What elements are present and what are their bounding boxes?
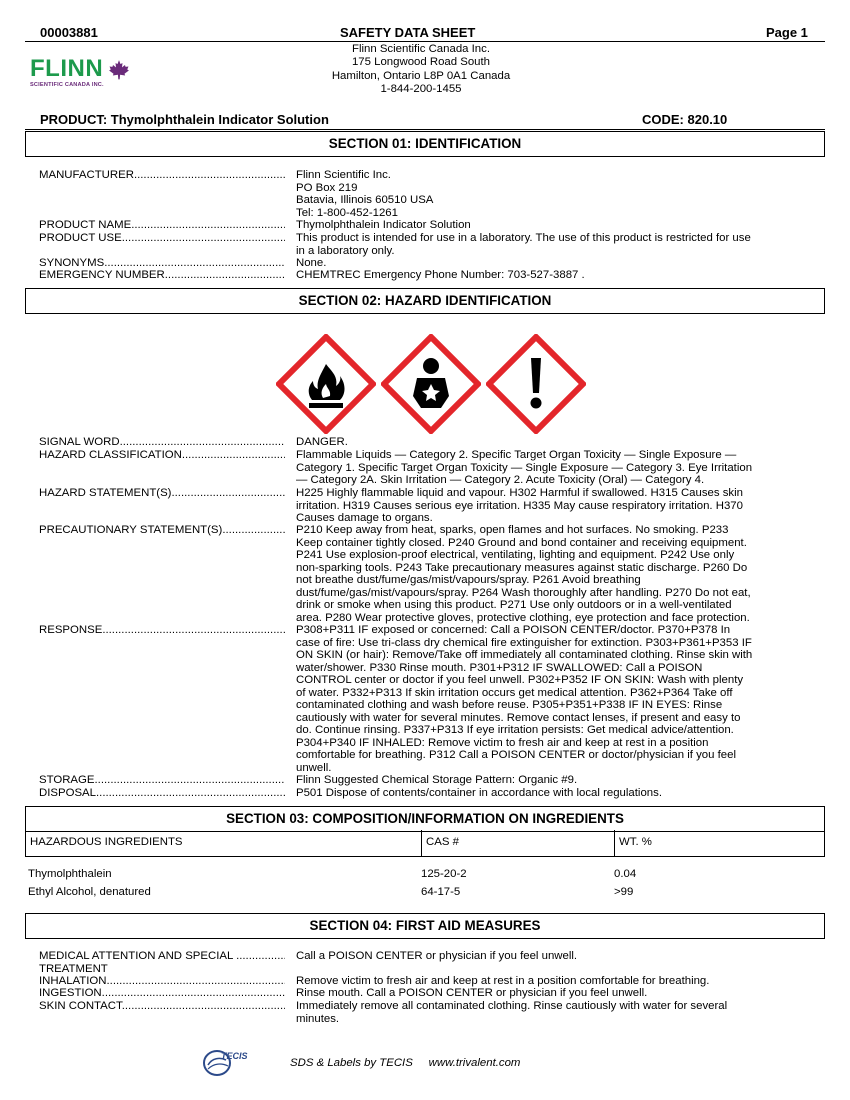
field-value bbox=[296, 950, 799, 963]
label-text: MEDICAL ATTENTION AND SPECIAL bbox=[39, 950, 233, 962]
value-line: None. bbox=[296, 257, 327, 269]
section-01-header: SECTION 01: IDENTIFICATION bbox=[25, 131, 825, 157]
value-line: in a laboratory only. bbox=[296, 244, 395, 257]
field-value bbox=[296, 975, 799, 988]
field-label: MANUFACTURER ..... bbox=[39, 169, 285, 182]
company-address bbox=[300, 43, 542, 97]
tecis-logo bbox=[200, 1048, 262, 1078]
value-line: DANGER. bbox=[296, 436, 348, 448]
table-row bbox=[28, 886, 808, 900]
value-line: contaminated clothing and wash before reuse. P305+P351+P338 IF IN EYES: Rinse bbox=[296, 699, 723, 711]
value-line: P304+P340 IF INHALED: Remove victim to fresh air and keep at rest in a position bbox=[296, 736, 709, 749]
field-response bbox=[39, 624, 799, 774]
table-row bbox=[28, 868, 808, 882]
product-line bbox=[40, 112, 820, 128]
field-skin-contact bbox=[39, 1000, 799, 1025]
field-value bbox=[296, 987, 799, 1000]
field-synonyms bbox=[39, 257, 799, 270]
field-storage bbox=[39, 774, 799, 787]
value-line: comfortable for breathing. P312 Call a POISON CENTER or doctor/physician if you feel bbox=[296, 749, 737, 761]
company-logo bbox=[30, 56, 140, 96]
field-label: HAZARD CLASSIFICATION ..... bbox=[39, 449, 285, 462]
value-line: Tel: 1-800-452-1261 bbox=[296, 206, 398, 219]
value-line: do. Continue rinsing. P337+P313 If eye irritation persists: Get medical advice/attention. bbox=[296, 724, 734, 736]
field-product-use bbox=[39, 232, 799, 257]
field-value bbox=[296, 257, 799, 270]
field-value bbox=[296, 787, 799, 800]
document-title: SAFETY DATA SHEET bbox=[340, 25, 476, 40]
maple-leaf-icon bbox=[108, 59, 130, 81]
field-label: HAZARD STATEMENT(S) ..... bbox=[39, 487, 285, 500]
section-03-header: SECTION 03: COMPOSITION/INFORMATION ON INGREDIENTS bbox=[25, 806, 825, 832]
address-line: 1-844-200-1455 bbox=[380, 83, 462, 96]
value-line: case of fire: Use tri-class dry chemical fire extinguisher for extinction. P303+P361+P353 IF bbox=[296, 636, 752, 649]
field-value bbox=[296, 487, 799, 525]
product-rule bbox=[25, 129, 825, 130]
value-line: water/shower. P330 Rinse mouth. P301+P312 IF SWALLOWED: Call a POISON bbox=[296, 661, 703, 674]
footer bbox=[200, 1048, 560, 1078]
value-line: minutes. bbox=[296, 1012, 340, 1025]
value-line: P210 Keep away from heat, sparks, open flames and hot surfaces. No smoking. P233 bbox=[296, 524, 729, 536]
logo-wordmark: FLINN bbox=[30, 55, 104, 82]
field-label: PRECAUTIONARY STATEMENT(S) ..... bbox=[39, 524, 285, 537]
product-name: PRODUCT: Thymolphthalein Indicator Solution bbox=[40, 112, 329, 127]
ingredients-table-header bbox=[25, 830, 825, 857]
value-line: ON SKIN (or hair): Remove/Take off immediately all contaminated clothing. Rinse skin with bbox=[296, 649, 753, 661]
field-value bbox=[296, 1000, 799, 1025]
field-label: PRODUCT USE ..... bbox=[39, 232, 285, 245]
ingredient-cas: 64-17-5 bbox=[421, 886, 461, 898]
field-label: RESPONSE ..... bbox=[39, 624, 285, 637]
ingredient-weight: >99 bbox=[614, 886, 634, 898]
field-disposal bbox=[39, 787, 799, 800]
value-line: PO Box 219 bbox=[296, 181, 358, 194]
field-product-name bbox=[39, 219, 799, 232]
field-ingestion bbox=[39, 987, 799, 1000]
footer-credit: SDS & Labels by TECIS www.trivalent.com bbox=[290, 1057, 521, 1069]
field-value bbox=[296, 774, 799, 787]
field-label: SYNONYMS ..... bbox=[39, 257, 285, 270]
value-line: H225 Highly flammable liquid and vapour. H302 Harmful if swallowed. H315 Causes skin bbox=[296, 487, 743, 499]
field-label: INGESTION ..... bbox=[39, 987, 285, 1000]
section-02-header: SECTION 02: HAZARD IDENTIFICATION bbox=[25, 288, 825, 314]
field-signal-word bbox=[39, 436, 799, 449]
field-hazard-statements bbox=[39, 487, 799, 525]
health-hazard-icon bbox=[381, 334, 481, 434]
section-04-header: SECTION 04: FIRST AID MEASURES bbox=[25, 913, 825, 939]
column-header-weight: WT. % bbox=[619, 836, 652, 848]
address-line: Flinn Scientific Canada Inc. bbox=[351, 43, 491, 55]
ingredient-name: Thymolphthalein bbox=[28, 868, 112, 880]
value-line: Category 1. Specific Target Organ Toxicity — Single Exposure — Category 3. Eye Irritation bbox=[296, 461, 753, 474]
value-line: non-sparking tools. P243 Take precautionary measures against static discharge. P260 Do bbox=[296, 561, 748, 574]
product-code: CODE: 820.10 bbox=[642, 112, 728, 127]
value-line: unwell. bbox=[296, 761, 332, 774]
ingredient-weight: 0.04 bbox=[614, 868, 637, 880]
value-line: CONTROL center or doctor if you feel unwell. P302+P352 IF ON SKIN: Wash with plenty bbox=[296, 674, 744, 686]
field-value bbox=[296, 169, 799, 219]
value-line: Batavia, Illinois 60510 USA bbox=[296, 194, 434, 206]
field-value bbox=[296, 232, 799, 257]
value-line: cautiously with water for several minutes. Remove contact lenses, if present and easy to bbox=[296, 711, 741, 724]
field-value bbox=[296, 524, 799, 624]
column-header-cas: CAS # bbox=[422, 830, 615, 856]
field-label: SKIN CONTACT ..... bbox=[39, 1000, 285, 1013]
field-value bbox=[296, 436, 799, 449]
ingredient-cas: 125-20-2 bbox=[421, 868, 467, 880]
value-line: of water. P332+P313 If skin irritation occurs get medical attention. P362+P364 Take off bbox=[296, 686, 733, 699]
value-line: Flammable Liquids — Category 2. Specific Target Organ Toxicity — Single Exposure — bbox=[296, 449, 737, 461]
value-line: CHEMTREC Emergency Phone Number: 703-527-3887 . bbox=[296, 269, 585, 281]
value-line: Causes damage to organs. bbox=[296, 512, 433, 524]
field-value bbox=[296, 449, 799, 487]
logo-subtitle: SCIENTIFIC CANADA INC. bbox=[30, 82, 104, 88]
flame-icon bbox=[276, 334, 376, 434]
document-id: 00003881 bbox=[40, 25, 98, 40]
value-line: This product is intended for use in a laboratory. The use of this product is restricted for use bbox=[296, 232, 751, 244]
field-label: EMERGENCY NUMBER ..... bbox=[39, 269, 285, 282]
value-line: — Category 2A. Skin Irritation — Category 2. Acute Toxicity (Oral) — Category 4. bbox=[296, 474, 705, 486]
field-hazard-classification bbox=[39, 449, 799, 487]
field-label: PRODUCT NAME ..... bbox=[39, 219, 285, 232]
value-line: Remove victim to fresh air and keep at rest in a position comfortable for breathing. bbox=[296, 975, 710, 987]
field-label: INHALATION ..... bbox=[39, 975, 285, 988]
exclamation-icon bbox=[486, 334, 586, 434]
field-emergency-number bbox=[39, 269, 799, 282]
header-bar bbox=[0, 24, 850, 42]
ingredient-name: Ethyl Alcohol, denatured bbox=[28, 886, 151, 898]
field-label: DISPOSAL ..... bbox=[39, 787, 285, 800]
field-label bbox=[39, 950, 285, 963]
field-value bbox=[296, 219, 799, 232]
value-line: P308+P311 IF exposed or concerned: Call a POISON CENTER/doctor. P370+P378 In bbox=[296, 624, 731, 636]
page-number: Page 1 bbox=[766, 25, 808, 40]
value-line: P501 Dispose of contents/container in accordance with local regulations. bbox=[296, 787, 662, 799]
value-line: dust/fume/gas/mist/vapours/spray. P264 Wash thoroughly after handling. P270 Do not eat, bbox=[296, 586, 751, 599]
field-medical-attention bbox=[39, 950, 799, 975]
field-label: SIGNAL WORD ..... bbox=[39, 436, 285, 449]
value-line: Call a POISON CENTER or physician if you feel unwell. bbox=[296, 950, 578, 962]
value-line: drink or smoke when using this product. P271 Use only outdoors or in a well-ventilated bbox=[296, 599, 732, 611]
field-label: STORAGE ..... bbox=[39, 774, 285, 787]
header-rule bbox=[25, 41, 825, 42]
ghs-pictograms bbox=[276, 334, 586, 434]
field-label-continued: TREATMENT bbox=[39, 962, 108, 975]
value-line: Thymolphthalein Indicator Solution bbox=[296, 219, 471, 231]
field-value bbox=[296, 624, 799, 774]
value-line: P241 Use explosion-proof electrical, ventilating, lighting and equipment. P242 Use only bbox=[296, 549, 735, 561]
value-line: Flinn Scientific Inc. bbox=[296, 169, 391, 181]
value-line: area. P280 Wear protective gloves, protective clothing, eye protection and face protection. bbox=[296, 611, 750, 624]
value-line: Flinn Suggested Chemical Storage Pattern: Organic #9. bbox=[296, 774, 578, 786]
field-manufacturer bbox=[39, 169, 799, 219]
field-inhalation bbox=[39, 975, 799, 988]
tecis-logo-text: TECIS bbox=[221, 1051, 248, 1061]
value-line: Rinse mouth. Call a POISON CENTER or physician if you feel unwell. bbox=[296, 987, 648, 999]
value-line: irritation. H319 Causes serious eye irritation. H335 May cause respiratory irritation. H370 bbox=[296, 499, 743, 512]
address-line: Hamilton, Ontario L8P 0A1 Canada bbox=[331, 69, 511, 82]
address-line: 175 Longwood Road South bbox=[351, 56, 491, 69]
field-precautionary-statements bbox=[39, 524, 799, 624]
field-value bbox=[296, 269, 799, 282]
value-line: not breathe dust/fume/gas/mist/vapours/spray. P261 Avoid breathing bbox=[296, 574, 641, 586]
column-header-ingredient: HAZARDOUS INGREDIENTS bbox=[26, 830, 422, 856]
value-line: Keep container tightly closed. P240 Ground and bond container and receiving equipment. bbox=[296, 536, 747, 549]
value-line: Immediately remove all contaminated clothing. Rinse cautiously with water for several bbox=[296, 1000, 728, 1012]
